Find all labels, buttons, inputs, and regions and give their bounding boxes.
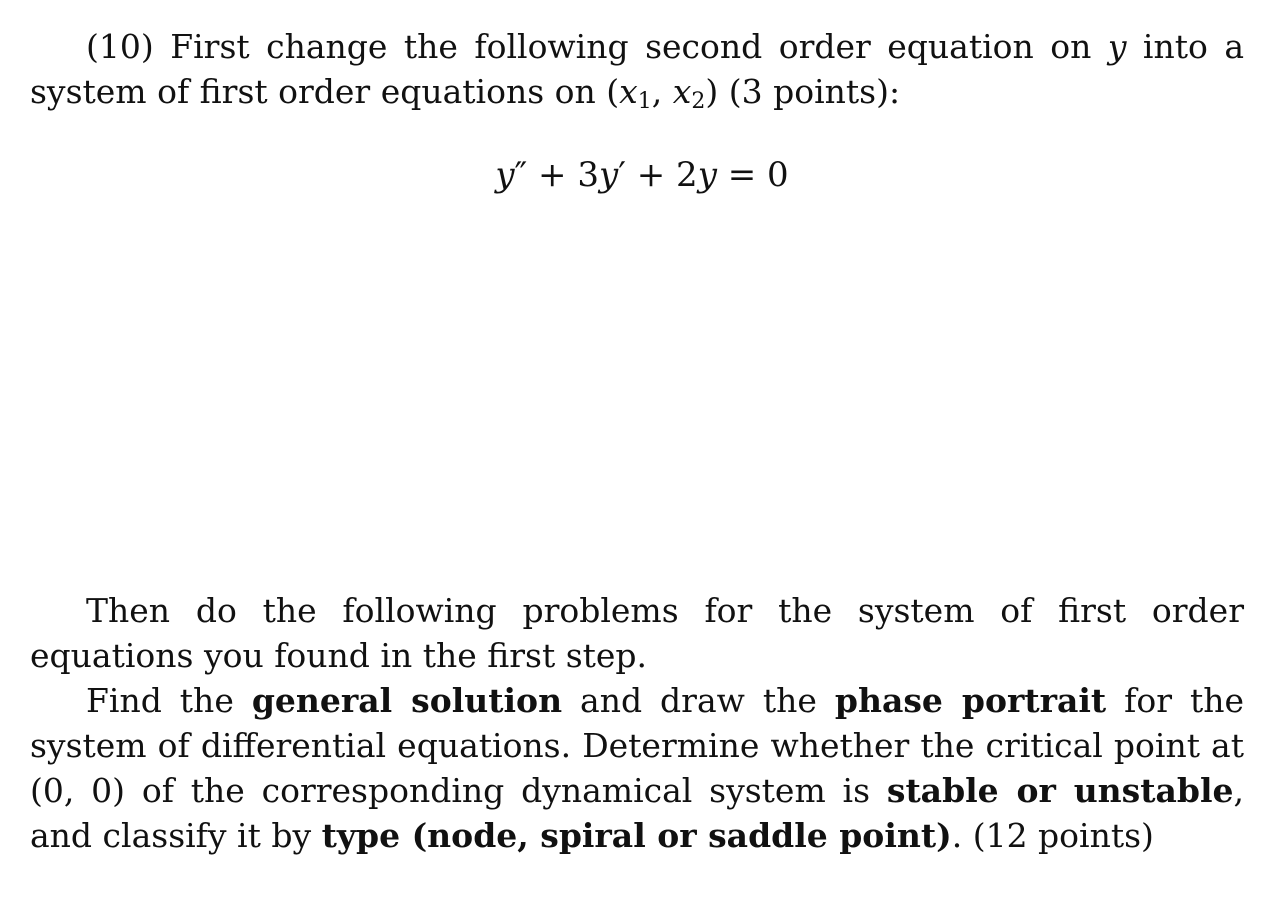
- x1-base: x: [619, 72, 638, 111]
- task-paragraph: [30, 678, 1244, 858]
- paren-close: ): [705, 72, 719, 111]
- eq-plus-3: + 3: [527, 155, 599, 195]
- x2-subscript: 2: [691, 89, 706, 114]
- comma: ,: [651, 72, 673, 111]
- points-label-first: (3 points):: [718, 72, 901, 111]
- eq-y: y: [697, 155, 717, 195]
- then-paragraph: Then do the following problems for the system of first order equations you found in the first step.: [30, 591, 1244, 675]
- eq-y-double-prime: y: [495, 155, 515, 195]
- task-text-3: for the system of differential equations. Determine whether the critical point at: [30, 681, 1244, 765]
- problem-number: (10): [86, 27, 154, 66]
- bold-stable-unstable: stable or unstable: [886, 771, 1234, 810]
- bold-type-classification: type (node, spiral or saddle point): [321, 816, 952, 855]
- x2-base: x: [672, 72, 692, 111]
- critical-point: (0, 0): [30, 771, 126, 810]
- variable-y: y: [1107, 27, 1127, 66]
- display-equation: [0, 153, 1284, 198]
- intro-text-a: First change the following second order equation on: [170, 27, 1108, 66]
- problem-intro-paragraph: [30, 24, 1244, 114]
- intro-text-b: into a system of first order equations on: [30, 27, 1244, 111]
- x1-subscript: 1: [637, 89, 652, 114]
- eq-y-prime: y: [599, 155, 619, 195]
- task-text-6: . (12 points): [951, 816, 1154, 855]
- bold-phase-portrait: phase portrait: [834, 681, 1107, 720]
- bold-general-solution: general solution: [251, 681, 563, 720]
- task-text-2: and draw the: [562, 681, 835, 720]
- eq-prime: ′: [618, 155, 626, 195]
- task-text-1: Find the: [86, 681, 252, 720]
- eq-double-prime: ″: [514, 155, 528, 195]
- task-text-4: of the corresponding dynamical system is: [125, 771, 887, 810]
- eq-plus-2: + 2: [625, 155, 698, 195]
- eq-rhs: = 0: [716, 155, 789, 195]
- paren-open: (: [606, 72, 620, 111]
- task-text-5: , and classify it by: [30, 771, 1244, 855]
